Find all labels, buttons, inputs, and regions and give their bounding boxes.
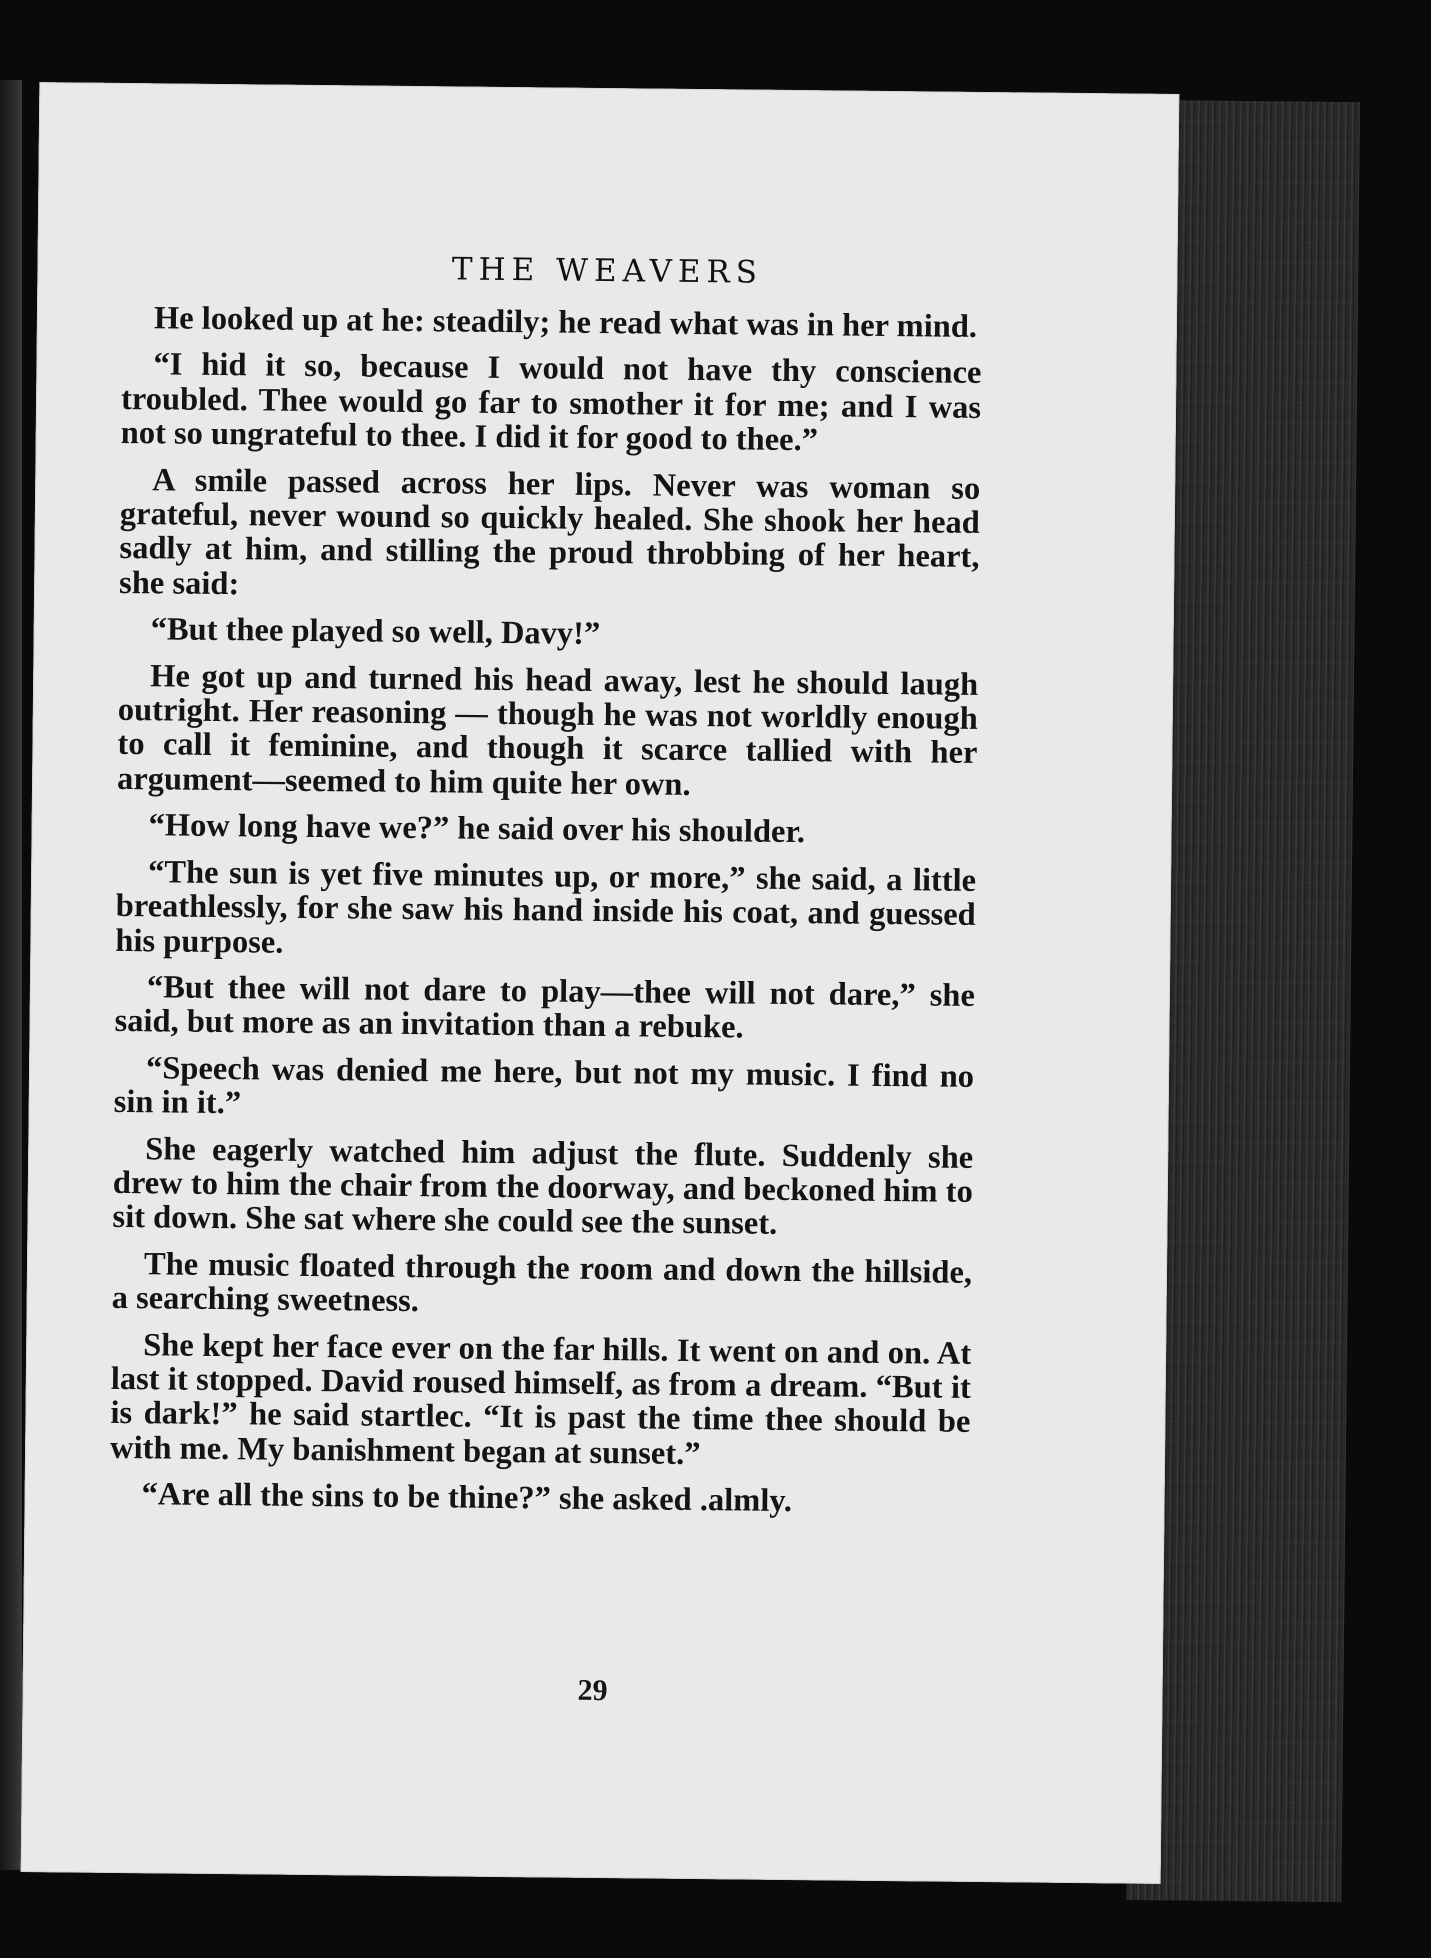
paragraph: “Are all the sins to be thine?” she asked .almly. <box>141 1476 793 1520</box>
body-text <box>109 301 982 1533</box>
book-page <box>21 82 1180 1884</box>
page-number: 29 <box>577 1673 608 1708</box>
paragraph: “Speech was denied me here, but not my music. I find no sin in it.” <box>113 1049 975 1122</box>
paragraph: He got up and turned his head away, lest he should laugh outright. Her reasoning — though he was not worldly enough to call it feminine, and though it scarce tallied with her argument—seemed to him quite her own. <box>116 657 979 803</box>
paragraph: A smile passed across her lips. Never was woman so grateful, never wound so quickly healed. She shook her head sadly at him, and stilling the proud throbbing of her heart, she said: <box>118 461 981 603</box>
paragraph: “How long have we?” he said over his shoulder. <box>148 807 806 851</box>
paragraph: She eagerly watched him adjust the flute. Suddenly she drew to him the chair from the doorway, and beckoned him to sit down. She sat where she could see the sunset. <box>112 1130 974 1243</box>
paragraph: “I hid it so, because I would not have thy conscience troubled. Thee would go far to smother it for me; and I was not so ungrateful to thee. I did it for good to thee.” <box>120 346 982 459</box>
paragraph: She kept her face ever on the far hills. It went on and on. At last it stopped. David roused himself, as from a dream. “But it is dark!” he said startlec. “It is past the time thee should be with me. My banishment began at sunset.” <box>109 1326 972 1472</box>
paragraph: The music floated through the room and down the hillside, a searching sweetness. <box>111 1245 973 1320</box>
paragraph: He looked up at he: steadily; he read what was in her mind. <box>153 300 978 345</box>
paragraph: “But thee will not dare to play—thee will not dare,” she said, but more as an invitation than a rebuke. <box>114 969 976 1046</box>
running-head: THE WEAVERS <box>451 251 764 291</box>
paragraph: “But thee played so well, Davy!” <box>150 611 601 653</box>
paragraph: “The sun is yet five minutes up, or more,” she said, a little breathlessly, for she saw his hand inside his coat, and guessed his purpose. <box>115 853 977 961</box>
book-binding-edge <box>0 80 22 1870</box>
